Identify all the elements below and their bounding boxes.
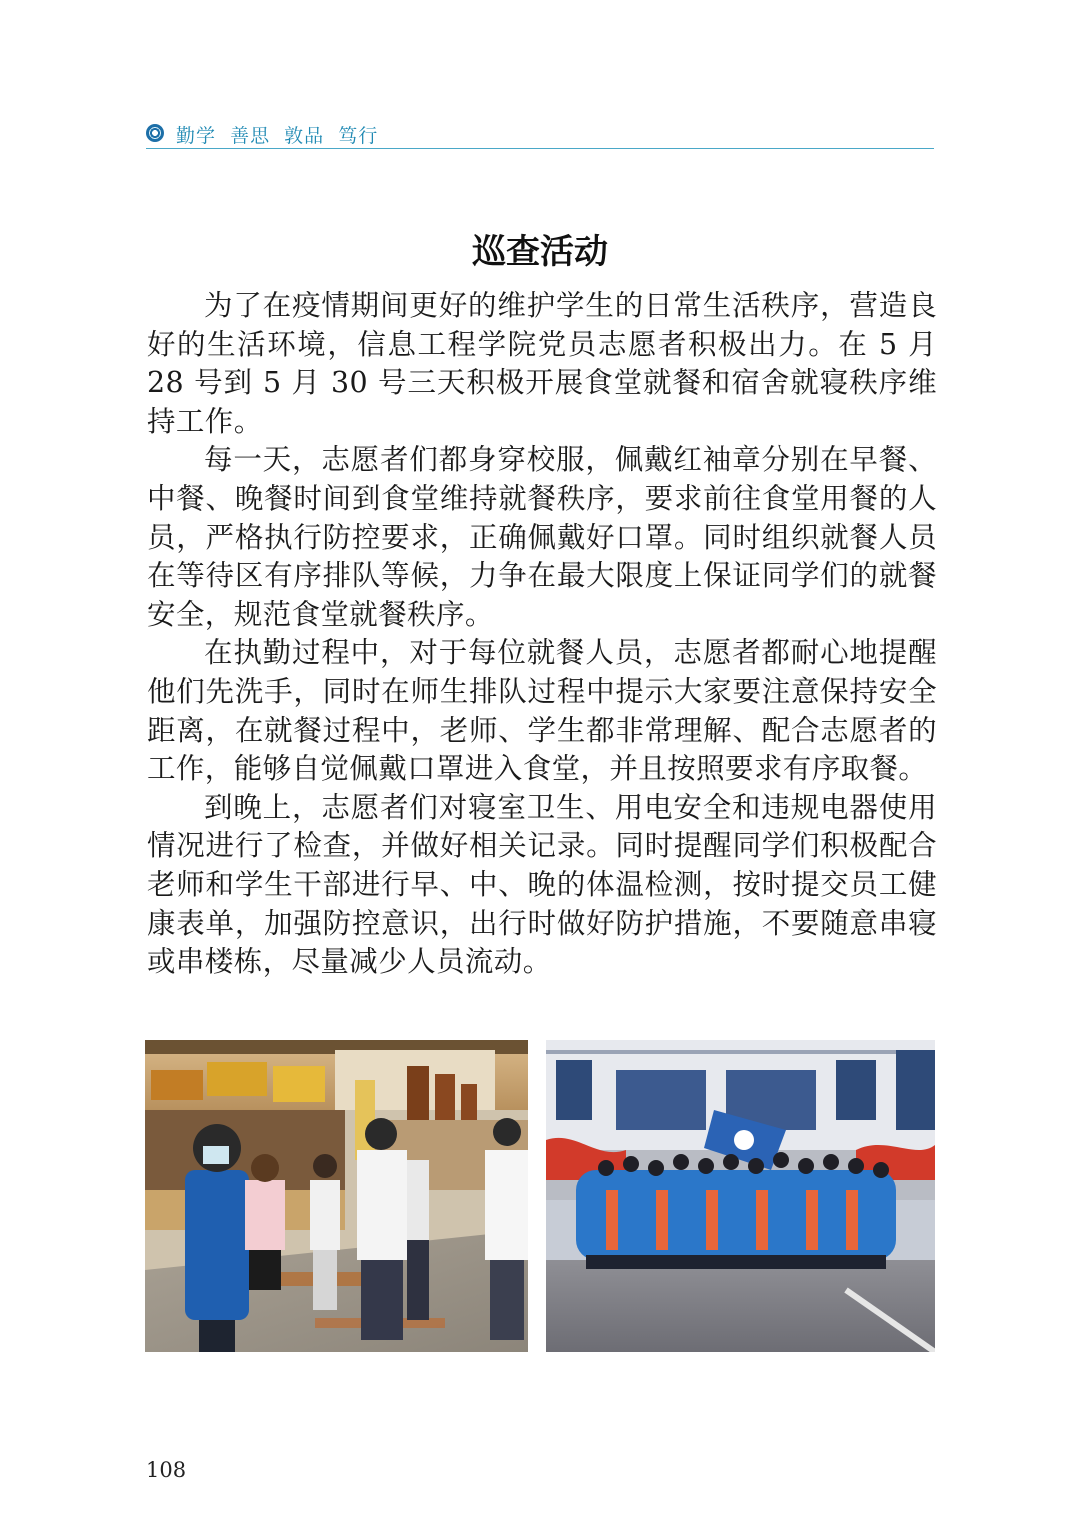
photo-volunteer-group bbox=[546, 1040, 935, 1352]
header-motto: 勤学 善思 敦品 笃行 bbox=[176, 125, 379, 147]
paragraph: 到晚上，志愿者们对寝室卫生、用电安全和违规电器使用情况进行了检查，并做好相关记录。同时提醒同学们积极配合老师和学生干部进行早、中、晚的体温检测，按时提交员工健康表单，加强防控意识，出行时做好防护措施，不要随意串寝或串楼栋，尽量减少人员流动。 bbox=[147, 790, 937, 979]
article-body bbox=[147, 287, 937, 982]
paragraph: 每一天，志愿者们都身穿校服，佩戴红袖章分别在早餐、中餐、晚餐时间到食堂维持就餐秩序，要求前往食堂用餐的人员，严格执行防控要求，正确佩戴好口罩。同时组织就餐人员在等待区有序排队等候，力争在最大限度上保证同学们的就餐安全，规范食堂就餐秩序。 bbox=[147, 443, 937, 631]
running-header bbox=[146, 120, 934, 149]
page-number: 108 bbox=[146, 1458, 187, 1482]
school-logo-icon bbox=[146, 124, 164, 142]
paragraph: 在执勤过程中，对于每位就餐人员，志愿者都耐心地提醒他们先洗手，同时在师生排队过程中提示大家要注意保持安全距离，在就餐过程中，老师、学生都非常理解、配合志愿者的工作，能够自觉佩戴口罩进入食堂，并且按照要求有序取餐。 bbox=[147, 636, 937, 786]
photo-canteen-queue bbox=[145, 1040, 528, 1352]
paragraph: 为了在疫情期间更好的维护学生的日常生活秩序，营造良好的生活环境，信息工程学院党员志愿者积极出力。在 5 月 28 号到 5 月 30 号三天积极开展食堂就餐和宿舍就寝秩序维持工作。 bbox=[147, 289, 937, 438]
article-title: 巡查活动 bbox=[472, 232, 608, 272]
